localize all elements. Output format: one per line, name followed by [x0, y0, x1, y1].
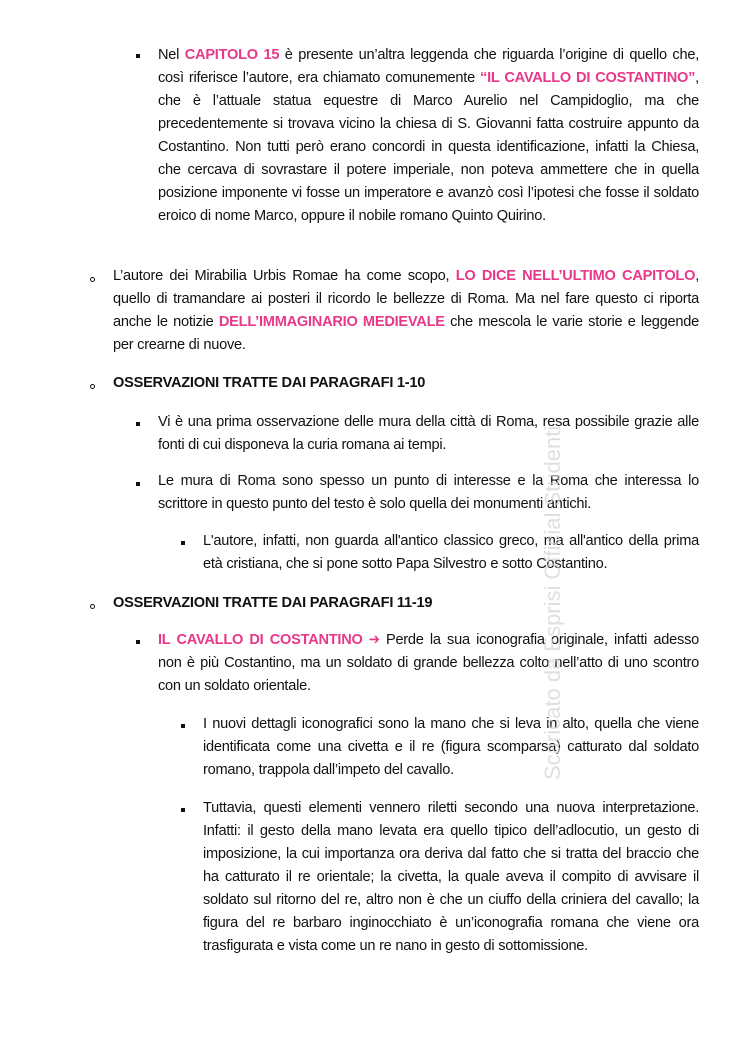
- highlight-ultimo-capitolo: LO DICE NELL’ULTIMO CAPITOLO: [455, 268, 696, 284]
- square-bullet-icon: [181, 808, 185, 812]
- square-bullet-icon: [136, 482, 140, 486]
- arrow-right-icon: ➔: [368, 632, 380, 648]
- circle-bullet-icon: [90, 277, 95, 282]
- highlight-cavallo-di-costantino: IL CAVALLO DI COSTANTINO: [158, 632, 363, 648]
- square-bullet-icon: [136, 640, 140, 644]
- paragraph-mura-roma: Vi è una prima osservazione delle mura della città di Roma, resa possibile grazie alle fonti di cui disponeva la curia romana ai tempi.: [158, 414, 699, 453]
- square-bullet-icon: [136, 54, 140, 58]
- paragraph-mirabilia: L’autore dei Mirabilia Urbis Romae ha come scopo, LO DICE NELL’ULTIMO CAPITOLO, quello di tramandare ai posteri il ricordo le bellezze di Roma. Ma nel fare questo ci riporta anche le notizie DELL’IMMAGINARIO MEDIEVALE che mescola le varie storie e leggende per crearne di nuove.: [113, 268, 699, 353]
- paragraph-antico-cristiano: L'autore, infatti, non guarda all'antico classico greco, ma all'antico della prima età cristiana, che si pone sotto Papa Silvestro e sotto Costantino.: [203, 533, 699, 572]
- highlight-cavallo-costantino: “IL CAVALLO DI COSTANTINO”: [480, 70, 696, 86]
- circle-bullet-icon: [90, 384, 95, 389]
- square-bullet-icon: [181, 724, 185, 728]
- paragraph-dettagli-iconografici: I nuovi dettagli iconografici sono la mano che si leva in alto, quella che viene identificata come una civetta e il re (figura scomparsa) catturato dal soldato romano, trappola dall’impeto del cavallo.: [203, 716, 699, 778]
- paragraph-cavallo-costantino: IL CAVALLO DI COSTANTINO ➔ Perde la sua iconografia originale, infatti adesso non è più Costantino, ma un soldato di grande bellezza colto nell’atto di uno scontro con un soldato orientale.: [158, 632, 699, 694]
- highlight-immaginario-medievale: DELL’IMMAGINARIO MEDIEVALE: [218, 314, 445, 330]
- highlight-capitolo-15: CAPITOLO 15: [184, 47, 280, 63]
- square-bullet-icon: [136, 422, 140, 426]
- paragraph-nuova-interpretazione: Tuttavia, questi elementi vennero riletti secondo una nuova interpretazione. Infatti: il gesto della mano levata era quello tipico dell’adlocutio, un gesto di imposizione, la cui importanza ora deriva dal fatto che si tratta del braccio che ha catturato il re orientale; la civetta, la quale aveva il compito di avvisare il soldato sul ritorno del re, altro non è che un ciuffo della criniera del cavallo; la figura del re barbaro inginocchiato è un’iconografia romana che viene ora trasfigurata e vista come un re nano in gesto di sottomissione.: [203, 800, 699, 954]
- square-bullet-icon: [181, 541, 185, 545]
- circle-bullet-icon: [90, 604, 95, 609]
- paragraph-capitolo-15: Nel CAPITOLO 15 è presente un’altra leggenda che riguarda l’origine di quello che, così riferisce l’autore, era chiamato comunemente “IL CAVALLO DI COSTANTINO”, che è l’attuale statua equestre di Marco Aurelio nel Campidoglio, ma che precedentemente si trovava vicino la chiesa di S. Giovanni fatta costruire appunto da Costantino. Non tutti però erano concordi in questa identificazione, infatti la Chiesa, che cercava di sovrastare il potere imperiale, non poteva ammettere che in quella posizione imponente vi fosse un imperatore e avanzò così l’ipotesi che fosse il soldato eroico di nome Marco, oppure il nobile romano Quinto Quirino.: [158, 47, 699, 224]
- watermark: Scaricato da Esprisi Official Studenti: [540, 425, 565, 780]
- paragraph-monumenti-antichi: Le mura di Roma sono spesso un punto di interesse e la Roma che interessa lo scrittore in questo punto del testo è solo quella dei monumenti antichi.: [158, 473, 699, 512]
- section-heading-paragrafi-1-10: OSSERVAZIONI TRATTE DAI PARAGRAFI 1-10: [113, 375, 426, 391]
- section-heading-paragrafi-11-19: OSSERVAZIONI TRATTE DAI PARAGRAFI 11-19: [113, 595, 433, 611]
